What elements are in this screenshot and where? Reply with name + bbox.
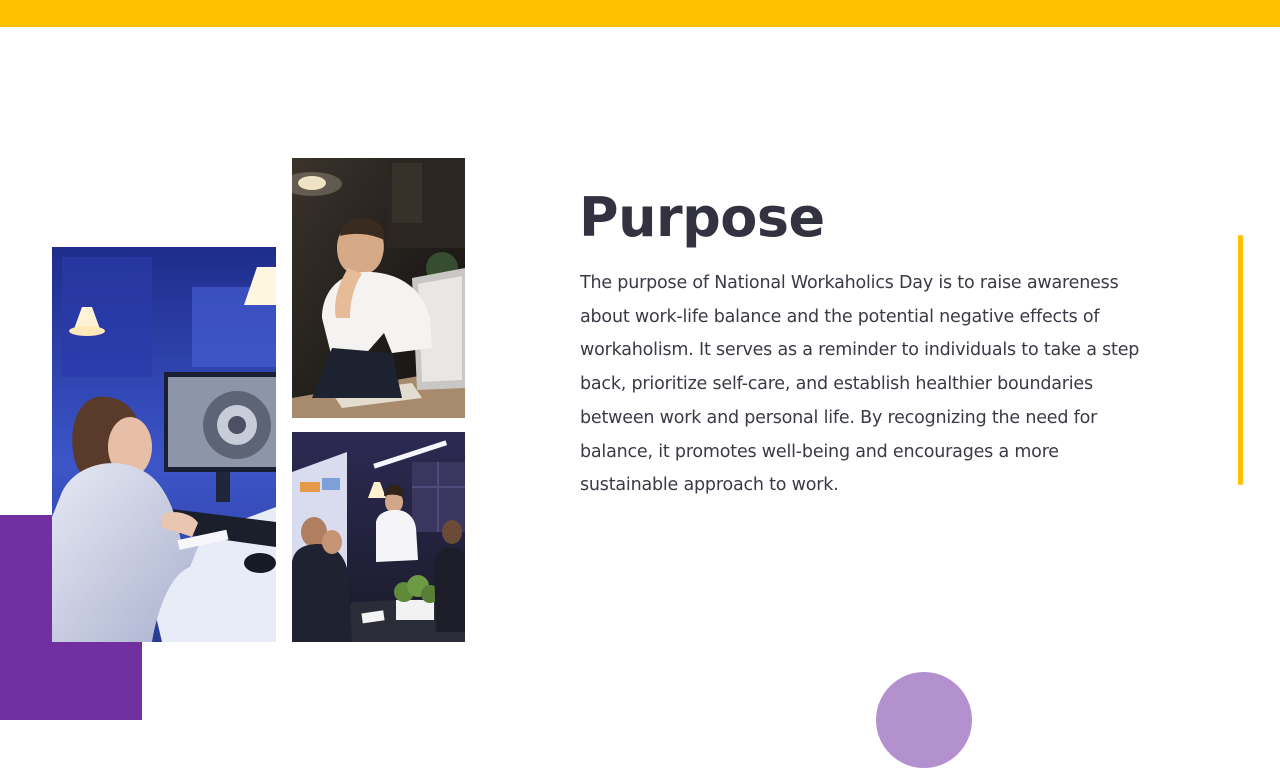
tired-man-at-desk-photo [292, 158, 465, 418]
lavender-decor-circle [876, 672, 972, 768]
top-accent-bar [0, 0, 1280, 27]
slide-title: Purpose [579, 186, 825, 249]
woman-at-computer-photo [52, 247, 276, 642]
slide-body-text: The purpose of National Workaholics Day is to raise awareness about work-life balance and the potential negative effects of workaholism. It serves as a reminder to individuals to take a step back, prioritize self-care, and establish healthier boundaries between work and personal life. By recognizing the need for balance, it promotes well-being and encourages a more sustainable approach to work. [580, 273, 1140, 496]
vertical-accent-line [1238, 235, 1243, 485]
office-meeting-photo [292, 432, 465, 642]
